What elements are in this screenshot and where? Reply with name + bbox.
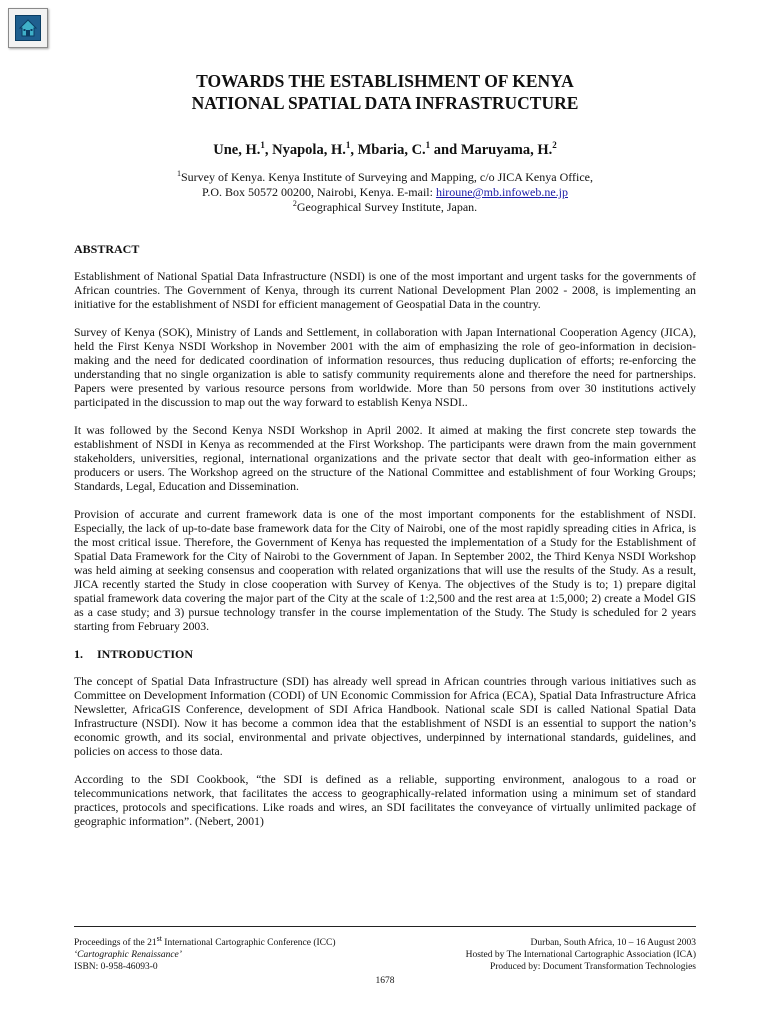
abstract-paragraph: Survey of Kenya (SOK), Ministry of Lands and Settlement, in collaboration with Japan International Cooperation Agency (JICA), held the First Kenya NSDI Workshop in November 2001 with the aim of emphasizing the role of geo-information in decision-making and the need for dedicated coordination of information resources, thus reducing duplication of efforts; re-enforcing the understanding that no single organization is able to satisfy community requirements alone and therefore the need for partnerships. Papers were presented by various resource persons from worldwide. More than 50 persons from over 30 institutions actively participated in the discussion to map out the way forward to establish Kenya NSDI.. (74, 326, 696, 409)
affiliation-address: P.O. Box 50572 00200, Nairobi, Kenya. E-mail: (201, 185, 436, 199)
introduction-paragraph: The concept of Spatial Data Infrastructure (SDI) has already well spread in African countries through various initiatives such as Committee on Development Information (CODI) of UN Economic Commission for Africa (ECA), Spatial Data Infrastructure Africa Newsletter, AfricaGIS Conference, development of SDI Africa Handbook. National scale SDI is called National Spatial Data Infrastructure (NSDI). Now it has become a common idea that the establishment of NSDI is an essential to support the nation’s economic growth, and its social, environmental and private objectives, underpinned by international standards, guidelines, and policies on access to those data. (74, 675, 696, 758)
affiliation-2 (74, 200, 696, 215)
section-heading-introduction (74, 647, 696, 661)
author-affiliation-mark: 1 (425, 140, 431, 151)
footer-location: Durban, South Africa, 10 – 16 August 2003 (530, 938, 696, 948)
footer-conference-suffix: International Cartographic Conference (ICC) (161, 938, 336, 948)
footer-row (74, 961, 696, 973)
page-number: 1678 (375, 976, 395, 986)
author-affiliation-mark: 1 (260, 140, 265, 151)
footer-producer: Produced by: Document Transformation Technologies (489, 962, 696, 972)
abstract-paragraph: Establishment of National Spatial Data Infrastructure (NSDI) is one of the most important and urgent tasks for the governments of African countries. The Government of Kenya, through its current National Development Plan 2002 - 2008, is implementing an initiative for the establishment of NSDI for efficient management of Geospatial Data in the country. (74, 270, 696, 311)
footer-row (74, 933, 696, 949)
affiliation-mark: 2 (292, 199, 297, 208)
author-list: Une, H.$^1$, Nyapola, H.$^1$, Mbaria, C.$^1$ and Maruyama, H.$^2$ (213, 140, 557, 158)
section-title: INTRODUCTION (97, 647, 194, 661)
title-line-2: NATIONAL SPATIAL DATA INFRASTRUCTURE (191, 93, 579, 113)
abstract-paragraph: Provision of accurate and current framework data is one of the most important components for the establishment of NSDI. Especially, the lack of up-to-date base framework data for the City of Nairobi, one of the most rapidly spreading cities in Africa, is the most critical issue. Therefore, the Government of Kenya has requested the implementation of a Study for the Establishment of Spatial Data Framework for the City of Nairobi to the Government of Japan. In September 2002, the Third Kenya NSDI Workshop was held aiming at seeking consensus and cooperation with related organizations that will use the results of the Study. As a result, JICA recently started the Study in close cooperation with Survey of Kenya. The objectives of the Study is to; 1) prepare digital spatial framework data covering the major part of the City at the scale of 1:2,500 and the rest area at 1:5,000; 2) create a Model GIS as a case study; and 3) pursue technology transfer in the course implementation of the Study. The Study is scheduled for 2 years starting from February 2003. (74, 508, 696, 633)
paper-title (74, 70, 696, 114)
affiliation-1-line-2 (74, 185, 696, 200)
footer-conference (74, 933, 336, 949)
page-footer (74, 933, 696, 987)
abstract-paragraph: It was followed by the Second Kenya NSDI Workshop in April 2002. It aimed at making the first concrete step towards the establishment of NSDI in Kenya as recommended at the First Workshop. The participants were drawn from the main government stakeholders, universities, regional, international organizations and the private sector that dealt with geo-information either as producers or users. The Workshop agreed on the structure of the National Committee and establishment of four Working Groups; Standards, Legal, Education and Dissemination. (74, 424, 696, 493)
affiliation-mark: 1 (176, 169, 181, 178)
author-affiliation-mark: 1 (345, 140, 351, 151)
title-line-1: TOWARDS THE ESTABLISHMENT OF KENYA (196, 71, 574, 91)
section-number: 1. (74, 647, 83, 661)
footer-row (74, 949, 696, 961)
affiliations (74, 170, 696, 215)
home-icon (18, 18, 38, 38)
footer-conference-prefix: Proceedings of the 21 (74, 938, 157, 948)
footer-divider (74, 926, 696, 927)
affiliation-1-line-1 (74, 170, 696, 185)
abstract-heading: ABSTRACT (74, 242, 140, 256)
author-affiliation-mark: 2 (552, 140, 557, 151)
paper-body (74, 238, 696, 829)
email-link[interactable]: hiroune@mb.infoweb.ne.jp (435, 185, 568, 199)
author-conjunction: and (433, 142, 458, 158)
author-name: Mbaria, C. (357, 142, 426, 158)
author-name: Une, H. (213, 142, 261, 158)
home-button[interactable] (8, 8, 48, 48)
footer-theme: ‘Cartographic Renaissance’ (74, 950, 182, 960)
introduction-paragraph: According to the SDI Cookbook, “the SDI is defined as a reliable, supporting environment, analogous to a road or telecommunications network, that facilitates the access to geographically-related information using a minimum set of standard practices, protocols and specifications. Like roads and wires, an SDI facilitates the conveyance of virtually unlimited package of geographic information”. (Nebert, 2001) (74, 773, 696, 828)
affiliation-text: Survey of Kenya. Kenya Institute of Surveying and Mapping, c/o JICA Kenya Office, (180, 170, 594, 184)
author-name: Maruyama, H. (460, 142, 553, 158)
footer-host: Hosted by The International Cartographic Association (ICA) (465, 950, 696, 960)
home-icon-frame (15, 15, 41, 41)
affiliation-text: Geographical Survey Institute, Japan. (296, 200, 478, 214)
author-name: Nyapola, H. (272, 142, 346, 158)
footer-ordinal: st (156, 933, 162, 943)
footer-isbn: ISBN: 0-958-46093-0 (74, 962, 158, 972)
